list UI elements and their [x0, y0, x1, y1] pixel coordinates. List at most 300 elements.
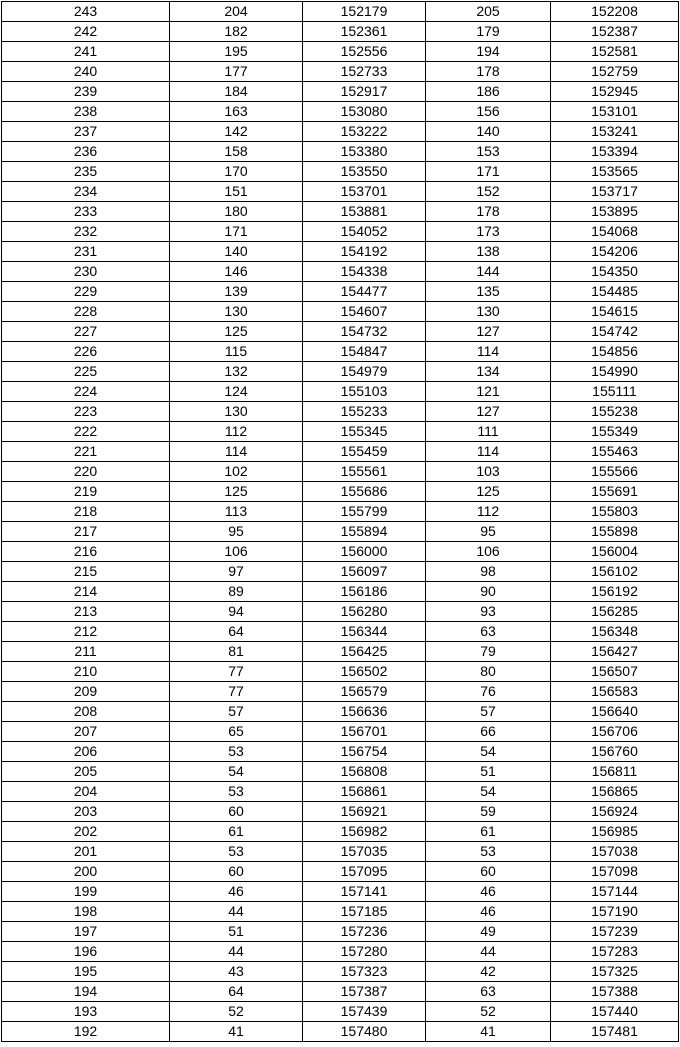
count-b-cell: 111	[426, 422, 551, 442]
cumulative-a-cell: 157280	[303, 942, 426, 962]
count-a-cell: 125	[170, 322, 303, 342]
cumulative-b-cell: 157388	[551, 982, 679, 1002]
table-row	[2, 822, 679, 842]
count-a-cell: 140	[170, 242, 303, 262]
count-a-cell: 57	[170, 702, 303, 722]
cumulative-b-cell: 153717	[551, 182, 679, 202]
count-a-cell: 95	[170, 522, 303, 542]
table-row	[2, 722, 679, 742]
cumulative-a-cell: 157185	[303, 902, 426, 922]
table-row	[2, 122, 679, 142]
cumulative-b-cell: 155898	[551, 522, 679, 542]
cumulative-b-cell: 156760	[551, 742, 679, 762]
cumulative-a-cell: 156186	[303, 582, 426, 602]
score-cell: 236	[2, 142, 170, 162]
cumulative-a-cell: 152556	[303, 42, 426, 62]
cumulative-b-cell: 153394	[551, 142, 679, 162]
count-b-cell: 49	[426, 922, 551, 942]
table-row	[2, 82, 679, 102]
cumulative-b-cell: 154350	[551, 262, 679, 282]
table-row	[2, 342, 679, 362]
cumulative-b-cell: 155111	[551, 382, 679, 402]
score-cell: 192	[2, 1022, 170, 1042]
cumulative-b-cell: 157481	[551, 1022, 679, 1042]
table-row	[2, 562, 679, 582]
cumulative-a-cell: 156861	[303, 782, 426, 802]
count-a-cell: 81	[170, 642, 303, 662]
count-b-cell: 46	[426, 902, 551, 922]
count-a-cell: 180	[170, 202, 303, 222]
count-b-cell: 205	[426, 2, 551, 22]
table-row	[2, 402, 679, 422]
cumulative-a-cell: 155103	[303, 382, 426, 402]
cumulative-a-cell: 156982	[303, 822, 426, 842]
cumulative-a-cell: 156921	[303, 802, 426, 822]
score-cell: 225	[2, 362, 170, 382]
cumulative-a-cell: 157035	[303, 842, 426, 862]
cumulative-b-cell: 156985	[551, 822, 679, 842]
cumulative-a-cell: 155894	[303, 522, 426, 542]
score-cell: 232	[2, 222, 170, 242]
table-row	[2, 1002, 679, 1022]
count-b-cell: 134	[426, 362, 551, 382]
count-a-cell: 60	[170, 802, 303, 822]
count-b-cell: 76	[426, 682, 551, 702]
count-a-cell: 53	[170, 842, 303, 862]
count-a-cell: 41	[170, 1022, 303, 1042]
score-cell: 217	[2, 522, 170, 542]
table-row	[2, 742, 679, 762]
count-a-cell: 106	[170, 542, 303, 562]
cumulative-b-cell: 152208	[551, 2, 679, 22]
score-cell: 193	[2, 1002, 170, 1022]
count-a-cell: 54	[170, 762, 303, 782]
cumulative-a-cell: 153222	[303, 122, 426, 142]
count-b-cell: 54	[426, 742, 551, 762]
score-cell: 226	[2, 342, 170, 362]
count-b-cell: 60	[426, 862, 551, 882]
score-cell: 222	[2, 422, 170, 442]
score-cell: 235	[2, 162, 170, 182]
score-cell: 234	[2, 182, 170, 202]
table-row	[2, 182, 679, 202]
cumulative-a-cell: 155799	[303, 502, 426, 522]
cumulative-a-cell: 157439	[303, 1002, 426, 1022]
cumulative-b-cell: 156192	[551, 582, 679, 602]
count-b-cell: 127	[426, 322, 551, 342]
table-row	[2, 222, 679, 242]
count-b-cell: 138	[426, 242, 551, 262]
count-b-cell: 152	[426, 182, 551, 202]
count-b-cell: 51	[426, 762, 551, 782]
score-cell: 195	[2, 962, 170, 982]
cumulative-a-cell: 157323	[303, 962, 426, 982]
cumulative-a-cell: 156502	[303, 662, 426, 682]
table-row	[2, 1022, 679, 1042]
table-row	[2, 702, 679, 722]
count-a-cell: 53	[170, 742, 303, 762]
score-cell: 206	[2, 742, 170, 762]
table-row	[2, 382, 679, 402]
cumulative-b-cell: 155238	[551, 402, 679, 422]
table-row	[2, 862, 679, 882]
table-row	[2, 442, 679, 462]
table-row	[2, 762, 679, 782]
table-row	[2, 482, 679, 502]
table-row	[2, 42, 679, 62]
count-a-cell: 130	[170, 302, 303, 322]
score-cell: 238	[2, 102, 170, 122]
count-b-cell: 63	[426, 982, 551, 1002]
score-cell: 242	[2, 22, 170, 42]
count-b-cell: 95	[426, 522, 551, 542]
cumulative-b-cell: 154856	[551, 342, 679, 362]
cumulative-a-cell: 153080	[303, 102, 426, 122]
count-a-cell: 89	[170, 582, 303, 602]
score-cell: 218	[2, 502, 170, 522]
cumulative-b-cell: 153565	[551, 162, 679, 182]
cumulative-b-cell: 156285	[551, 602, 679, 622]
table-row	[2, 622, 679, 642]
count-b-cell: 54	[426, 782, 551, 802]
cumulative-a-cell: 153380	[303, 142, 426, 162]
table-row	[2, 362, 679, 382]
count-b-cell: 127	[426, 402, 551, 422]
count-b-cell: 156	[426, 102, 551, 122]
count-a-cell: 171	[170, 222, 303, 242]
cumulative-b-cell: 155566	[551, 462, 679, 482]
cumulative-b-cell: 154206	[551, 242, 679, 262]
count-a-cell: 204	[170, 2, 303, 22]
score-cell: 231	[2, 242, 170, 262]
cumulative-a-cell: 156280	[303, 602, 426, 622]
count-a-cell: 184	[170, 82, 303, 102]
table-row	[2, 602, 679, 622]
count-a-cell: 163	[170, 102, 303, 122]
cumulative-a-cell: 154847	[303, 342, 426, 362]
count-b-cell: 80	[426, 662, 551, 682]
table-row	[2, 922, 679, 942]
cumulative-a-cell: 153881	[303, 202, 426, 222]
count-a-cell: 195	[170, 42, 303, 62]
cumulative-a-cell: 157236	[303, 922, 426, 942]
score-cell: 237	[2, 122, 170, 142]
cumulative-b-cell: 156706	[551, 722, 679, 742]
cumulative-b-cell: 157038	[551, 842, 679, 862]
table-row	[2, 802, 679, 822]
count-a-cell: 44	[170, 942, 303, 962]
count-b-cell: 194	[426, 42, 551, 62]
table-row	[2, 682, 679, 702]
score-cell: 215	[2, 562, 170, 582]
table-row	[2, 942, 679, 962]
table-row	[2, 542, 679, 562]
count-b-cell: 66	[426, 722, 551, 742]
count-a-cell: 115	[170, 342, 303, 362]
count-a-cell: 125	[170, 482, 303, 502]
count-b-cell: 59	[426, 802, 551, 822]
table-row	[2, 422, 679, 442]
count-a-cell: 65	[170, 722, 303, 742]
count-a-cell: 43	[170, 962, 303, 982]
count-a-cell: 64	[170, 982, 303, 1002]
cumulative-a-cell: 155345	[303, 422, 426, 442]
score-cell: 205	[2, 762, 170, 782]
table-row	[2, 662, 679, 682]
count-a-cell: 132	[170, 362, 303, 382]
count-b-cell: 130	[426, 302, 551, 322]
cumulative-a-cell: 155686	[303, 482, 426, 502]
cumulative-b-cell: 157283	[551, 942, 679, 962]
table-row	[2, 262, 679, 282]
table-row	[2, 162, 679, 182]
table-row	[2, 582, 679, 602]
count-a-cell: 182	[170, 22, 303, 42]
cumulative-a-cell: 156425	[303, 642, 426, 662]
table-row	[2, 782, 679, 802]
cumulative-b-cell: 156004	[551, 542, 679, 562]
count-a-cell: 114	[170, 442, 303, 462]
table-row	[2, 642, 679, 662]
count-b-cell: 42	[426, 962, 551, 982]
score-cell: 230	[2, 262, 170, 282]
score-cell: 216	[2, 542, 170, 562]
table-row	[2, 962, 679, 982]
table-row	[2, 842, 679, 862]
count-b-cell: 121	[426, 382, 551, 402]
count-a-cell: 146	[170, 262, 303, 282]
cumulative-a-cell: 154192	[303, 242, 426, 262]
table-row	[2, 302, 679, 322]
count-b-cell: 171	[426, 162, 551, 182]
score-cell: 194	[2, 982, 170, 1002]
cumulative-b-cell: 156102	[551, 562, 679, 582]
count-b-cell: 179	[426, 22, 551, 42]
table-row	[2, 902, 679, 922]
cumulative-a-cell: 152917	[303, 82, 426, 102]
cumulative-b-cell: 155463	[551, 442, 679, 462]
table-row	[2, 522, 679, 542]
count-a-cell: 77	[170, 682, 303, 702]
cumulative-a-cell: 153701	[303, 182, 426, 202]
score-cell: 197	[2, 922, 170, 942]
count-a-cell: 113	[170, 502, 303, 522]
cumulative-a-cell: 157141	[303, 882, 426, 902]
count-b-cell: 53	[426, 842, 551, 862]
count-a-cell: 158	[170, 142, 303, 162]
count-b-cell: 61	[426, 822, 551, 842]
count-a-cell: 142	[170, 122, 303, 142]
table-row	[2, 982, 679, 1002]
count-b-cell: 144	[426, 262, 551, 282]
cumulative-b-cell: 156865	[551, 782, 679, 802]
cumulative-a-cell: 152179	[303, 2, 426, 22]
cumulative-b-cell: 155803	[551, 502, 679, 522]
count-a-cell: 102	[170, 462, 303, 482]
count-a-cell: 112	[170, 422, 303, 442]
score-cell: 204	[2, 782, 170, 802]
score-cell: 241	[2, 42, 170, 62]
table-row	[2, 502, 679, 522]
count-a-cell: 151	[170, 182, 303, 202]
count-b-cell: 114	[426, 442, 551, 462]
cumulative-b-cell: 153895	[551, 202, 679, 222]
count-a-cell: 97	[170, 562, 303, 582]
cumulative-b-cell: 157239	[551, 922, 679, 942]
score-cell: 211	[2, 642, 170, 662]
score-cell: 228	[2, 302, 170, 322]
cumulative-b-cell: 154742	[551, 322, 679, 342]
count-a-cell: 139	[170, 282, 303, 302]
score-cell: 233	[2, 202, 170, 222]
count-a-cell: 60	[170, 862, 303, 882]
score-cell: 239	[2, 82, 170, 102]
cumulative-b-cell: 152387	[551, 22, 679, 42]
cumulative-a-cell: 156636	[303, 702, 426, 722]
cumulative-a-cell: 153550	[303, 162, 426, 182]
count-b-cell: 41	[426, 1022, 551, 1042]
score-cell: 212	[2, 622, 170, 642]
cumulative-b-cell: 156640	[551, 702, 679, 722]
table-row	[2, 102, 679, 122]
cumulative-b-cell: 153241	[551, 122, 679, 142]
cumulative-a-cell: 154607	[303, 302, 426, 322]
cumulative-b-cell: 157190	[551, 902, 679, 922]
count-b-cell: 52	[426, 1002, 551, 1022]
cumulative-b-cell: 156507	[551, 662, 679, 682]
count-b-cell: 46	[426, 882, 551, 902]
score-cell: 202	[2, 822, 170, 842]
table-row	[2, 2, 679, 22]
count-a-cell: 124	[170, 382, 303, 402]
cumulative-a-cell: 156000	[303, 542, 426, 562]
cumulative-a-cell: 157387	[303, 982, 426, 1002]
table-row	[2, 62, 679, 82]
cumulative-b-cell: 156427	[551, 642, 679, 662]
table-row	[2, 322, 679, 342]
cumulative-b-cell: 156583	[551, 682, 679, 702]
cumulative-a-cell: 157480	[303, 1022, 426, 1042]
count-b-cell: 114	[426, 342, 551, 362]
cumulative-a-cell: 154052	[303, 222, 426, 242]
cumulative-b-cell: 157098	[551, 862, 679, 882]
cumulative-b-cell: 152945	[551, 82, 679, 102]
cumulative-a-cell: 156701	[303, 722, 426, 742]
count-a-cell: 94	[170, 602, 303, 622]
count-b-cell: 90	[426, 582, 551, 602]
score-cell: 201	[2, 842, 170, 862]
score-cell: 221	[2, 442, 170, 462]
cumulative-a-cell: 156097	[303, 562, 426, 582]
cumulative-b-cell: 152581	[551, 42, 679, 62]
count-b-cell: 93	[426, 602, 551, 622]
count-b-cell: 103	[426, 462, 551, 482]
count-a-cell: 51	[170, 922, 303, 942]
count-b-cell: 44	[426, 942, 551, 962]
cumulative-a-cell: 156808	[303, 762, 426, 782]
score-cell: 240	[2, 62, 170, 82]
score-cell: 196	[2, 942, 170, 962]
cumulative-b-cell: 154615	[551, 302, 679, 322]
cumulative-b-cell: 157440	[551, 1002, 679, 1022]
cumulative-b-cell: 155349	[551, 422, 679, 442]
count-b-cell: 135	[426, 282, 551, 302]
count-b-cell: 140	[426, 122, 551, 142]
score-cell: 199	[2, 882, 170, 902]
table-row	[2, 22, 679, 42]
table-row	[2, 282, 679, 302]
count-a-cell: 44	[170, 902, 303, 922]
score-cell: 203	[2, 802, 170, 822]
count-a-cell: 61	[170, 822, 303, 842]
cumulative-a-cell: 154477	[303, 282, 426, 302]
cumulative-b-cell: 152759	[551, 62, 679, 82]
cumulative-a-cell: 154338	[303, 262, 426, 282]
table-row	[2, 202, 679, 222]
cumulative-a-cell: 155233	[303, 402, 426, 422]
count-a-cell: 64	[170, 622, 303, 642]
cumulative-b-cell: 157144	[551, 882, 679, 902]
count-b-cell: 125	[426, 482, 551, 502]
cumulative-b-cell: 155691	[551, 482, 679, 502]
count-a-cell: 77	[170, 662, 303, 682]
table-row	[2, 142, 679, 162]
table-body	[2, 2, 679, 1042]
count-a-cell: 46	[170, 882, 303, 902]
score-cell: 223	[2, 402, 170, 422]
score-cell: 219	[2, 482, 170, 502]
score-cell: 210	[2, 662, 170, 682]
cumulative-b-cell: 156811	[551, 762, 679, 782]
score-cell: 198	[2, 902, 170, 922]
cumulative-a-cell: 152733	[303, 62, 426, 82]
score-cell: 209	[2, 682, 170, 702]
cumulative-a-cell: 154979	[303, 362, 426, 382]
score-cell: 227	[2, 322, 170, 342]
score-cell: 200	[2, 862, 170, 882]
count-a-cell: 53	[170, 782, 303, 802]
cumulative-a-cell: 156579	[303, 682, 426, 702]
count-a-cell: 170	[170, 162, 303, 182]
count-b-cell: 106	[426, 542, 551, 562]
score-cell: 208	[2, 702, 170, 722]
table-row	[2, 882, 679, 902]
cumulative-a-cell: 155561	[303, 462, 426, 482]
score-cell: 229	[2, 282, 170, 302]
cumulative-b-cell: 154068	[551, 222, 679, 242]
cumulative-a-cell: 154732	[303, 322, 426, 342]
cumulative-b-cell: 153101	[551, 102, 679, 122]
count-b-cell: 178	[426, 202, 551, 222]
cumulative-a-cell: 155459	[303, 442, 426, 462]
cumulative-b-cell: 156924	[551, 802, 679, 822]
count-b-cell: 112	[426, 502, 551, 522]
count-a-cell: 130	[170, 402, 303, 422]
score-distribution-table	[1, 1, 679, 1042]
score-cell: 220	[2, 462, 170, 482]
count-a-cell: 177	[170, 62, 303, 82]
cumulative-a-cell: 157095	[303, 862, 426, 882]
cumulative-b-cell: 156348	[551, 622, 679, 642]
cumulative-b-cell: 154485	[551, 282, 679, 302]
count-b-cell: 98	[426, 562, 551, 582]
cumulative-a-cell: 156344	[303, 622, 426, 642]
count-a-cell: 52	[170, 1002, 303, 1022]
score-cell: 213	[2, 602, 170, 622]
count-b-cell: 153	[426, 142, 551, 162]
table-row	[2, 242, 679, 262]
cumulative-b-cell: 154990	[551, 362, 679, 382]
